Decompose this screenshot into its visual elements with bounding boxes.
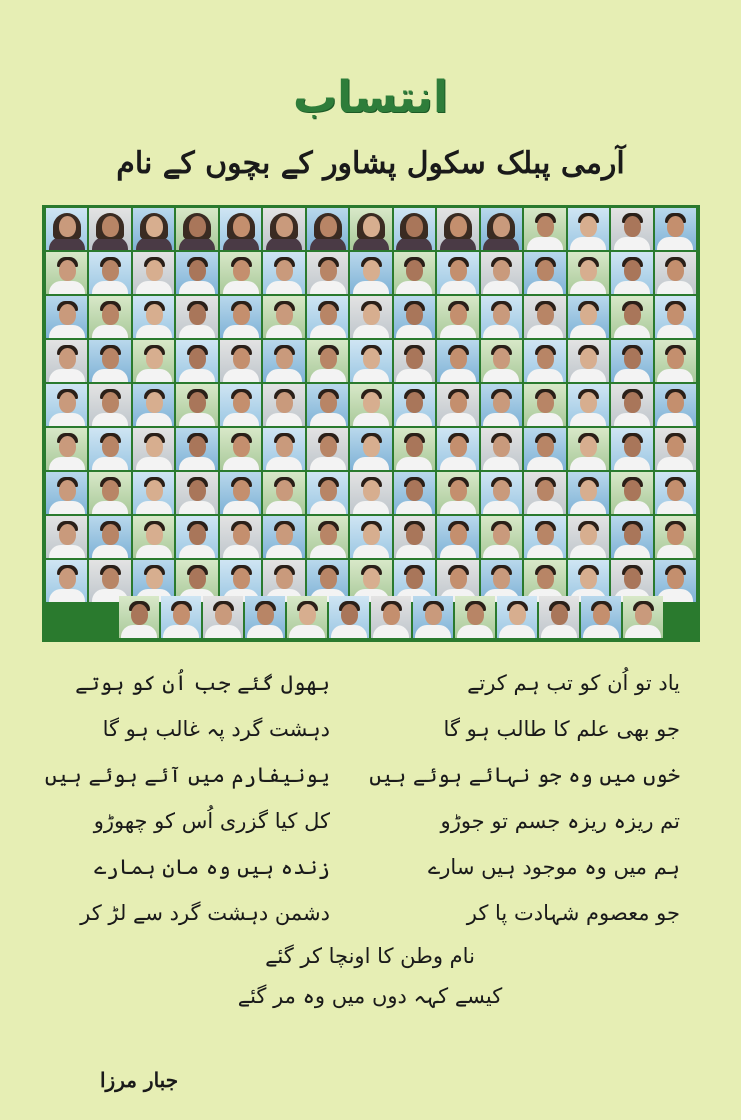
- poem-couplet: [60, 706, 680, 752]
- poem-couplet: [60, 660, 680, 706]
- portrait-photo: [263, 208, 304, 250]
- portrait-photo: [89, 472, 130, 514]
- poem-line: کل کیا گزری اُس کو چھوڑو: [93, 809, 330, 833]
- poem-line: بھول گئے جب اُن کو ہوتے: [75, 671, 330, 695]
- portrait-photo: [161, 596, 201, 638]
- portrait-photo: [481, 252, 522, 294]
- portrait-photo: [481, 384, 522, 426]
- portrait-photo: [245, 596, 285, 638]
- portrait-photo: [481, 340, 522, 382]
- portrait-photo: [437, 472, 478, 514]
- portrait-photo: [350, 384, 391, 426]
- portrait-photo: [350, 252, 391, 294]
- portrait-photo: [611, 428, 652, 470]
- portrait-photo: [568, 296, 609, 338]
- poem-line: جو بھی علم کا طالب ہو گا: [443, 717, 680, 741]
- portrait-photo: [481, 208, 522, 250]
- portrait-last-row: [119, 596, 663, 638]
- portrait-photo: [655, 340, 696, 382]
- portrait-photo: [220, 516, 261, 558]
- portrait-photo: [394, 340, 435, 382]
- poem-line: ہم میں وہ موجود ہیں سارے: [427, 855, 680, 879]
- portrait-photo: [568, 208, 609, 250]
- portrait-photo: [133, 428, 174, 470]
- portrait-photo: [350, 428, 391, 470]
- portrait-photo: [394, 384, 435, 426]
- portrait-photo: [655, 252, 696, 294]
- author-signature: جبار مرزا: [100, 1068, 179, 1092]
- portrait-photo: [220, 384, 261, 426]
- portrait-photo: [133, 252, 174, 294]
- portrait-photo: [568, 516, 609, 558]
- portrait-photo: [329, 596, 369, 638]
- poem-line: تم ریزہ ریزہ جسم تو جوڑو: [440, 809, 680, 833]
- portrait-photo: [176, 516, 217, 558]
- portrait-photo: [263, 252, 304, 294]
- portrait-photo: [481, 472, 522, 514]
- poem-couplet: [44, 752, 680, 798]
- portrait-photo: [46, 252, 87, 294]
- portrait-photo: [46, 384, 87, 426]
- portrait-photo: [413, 596, 453, 638]
- portrait-photo: [524, 252, 565, 294]
- portrait-photo: [89, 252, 130, 294]
- portrait-photo: [437, 428, 478, 470]
- portrait-photo: [133, 208, 174, 250]
- portrait-photo: [437, 384, 478, 426]
- portrait-photo: [437, 208, 478, 250]
- portrait-photo: [176, 252, 217, 294]
- portrait-photo: [220, 340, 261, 382]
- portrait-photo: [481, 516, 522, 558]
- portrait-photo: [437, 516, 478, 558]
- portrait-photo: [119, 596, 159, 638]
- photo-mosaic: [42, 205, 700, 642]
- portrait-photo: [481, 296, 522, 338]
- portrait-photo: [481, 428, 522, 470]
- portrait-photo: [263, 472, 304, 514]
- poem-line: زندہ ہیں وہ مان ہمارے: [94, 855, 330, 879]
- portrait-photo: [524, 428, 565, 470]
- portrait-photo: [611, 472, 652, 514]
- portrait-photo: [524, 340, 565, 382]
- portrait-photo: [611, 208, 652, 250]
- portrait-photo: [394, 296, 435, 338]
- portrait-photo: [89, 340, 130, 382]
- portrait-photo: [220, 296, 261, 338]
- portrait-photo: [611, 384, 652, 426]
- poem-couplet: [60, 844, 680, 890]
- portrait-photo: [176, 428, 217, 470]
- poem-closing-line: نام وطن کا اونچا کر گئے: [265, 944, 475, 968]
- portrait-photo: [394, 428, 435, 470]
- portrait-photo: [568, 384, 609, 426]
- portrait-photo: [133, 472, 174, 514]
- portrait-photo: [220, 252, 261, 294]
- portrait-photo: [89, 296, 130, 338]
- portrait-photo: [307, 296, 348, 338]
- portrait-photo: [46, 428, 87, 470]
- portrait-photo: [263, 384, 304, 426]
- poem-line: دشمن دہشت گرد سے لڑ کر: [80, 901, 330, 925]
- portrait-photo: [220, 472, 261, 514]
- portrait-photo: [524, 384, 565, 426]
- portrait-photo: [611, 340, 652, 382]
- portrait-photo: [89, 384, 130, 426]
- portrait-photo: [524, 516, 565, 558]
- portrait-photo: [568, 252, 609, 294]
- portrait-photo: [437, 340, 478, 382]
- portrait-photo: [581, 596, 621, 638]
- poem-couplet: [60, 890, 680, 936]
- portrait-photo: [568, 428, 609, 470]
- portrait-photo: [263, 296, 304, 338]
- page-title: انتساب: [292, 72, 449, 123]
- portrait-photo: [371, 596, 411, 638]
- portrait-photo: [176, 340, 217, 382]
- portrait-photo: [394, 472, 435, 514]
- portrait-photo: [623, 596, 663, 638]
- portrait-photo: [46, 296, 87, 338]
- portrait-photo: [263, 516, 304, 558]
- portrait-photo: [611, 296, 652, 338]
- portrait-photo: [655, 472, 696, 514]
- portrait-photo: [133, 340, 174, 382]
- portrait-photo: [350, 340, 391, 382]
- portrait-photo: [263, 340, 304, 382]
- portrait-photo: [176, 384, 217, 426]
- portrait-photo: [176, 296, 217, 338]
- portrait-photo: [307, 208, 348, 250]
- portrait-photo: [307, 428, 348, 470]
- portrait-photo: [524, 296, 565, 338]
- portrait-photo: [46, 340, 87, 382]
- portrait-photo: [46, 560, 87, 602]
- portrait-photo: [263, 428, 304, 470]
- poem-couplet: [60, 798, 680, 844]
- portrait-photo: [437, 252, 478, 294]
- poem-line: خوں میں وہ جو نہائے ہوئے ہیں: [369, 763, 680, 787]
- portrait-photo: [307, 472, 348, 514]
- portrait-photo: [46, 516, 87, 558]
- portrait-photo: [394, 516, 435, 558]
- portrait-photo: [133, 296, 174, 338]
- portrait-photo: [655, 384, 696, 426]
- poem-line: یاد تو اُن کو تب ہم کرتے: [467, 671, 680, 695]
- portrait-photo: [394, 252, 435, 294]
- portrait-photo: [220, 428, 261, 470]
- portrait-grid: [46, 208, 696, 602]
- page-subtitle: آرمی پبلک سکول پشاور کے بچوں کے نام: [116, 146, 625, 181]
- portrait-photo: [655, 428, 696, 470]
- portrait-photo: [176, 472, 217, 514]
- portrait-photo: [350, 516, 391, 558]
- poem-line: جو معصوم شہادت پا کر: [466, 901, 680, 925]
- portrait-photo: [437, 296, 478, 338]
- portrait-photo: [307, 252, 348, 294]
- poem-closing-line: کیسے کہہ دوں میں وہ مر گئے: [237, 984, 503, 1008]
- portrait-photo: [611, 252, 652, 294]
- portrait-photo: [46, 208, 87, 250]
- portrait-photo: [133, 516, 174, 558]
- poem: [44, 660, 680, 1016]
- portrait-photo: [568, 340, 609, 382]
- portrait-photo: [568, 472, 609, 514]
- poem-line: یونیفارم میں آئے ہوئے ہیں: [44, 763, 330, 787]
- portrait-photo: [455, 596, 495, 638]
- portrait-photo: [220, 208, 261, 250]
- portrait-photo: [307, 340, 348, 382]
- portrait-photo: [350, 208, 391, 250]
- portrait-photo: [497, 596, 537, 638]
- portrait-photo: [539, 596, 579, 638]
- portrait-photo: [350, 296, 391, 338]
- portrait-photo: [89, 428, 130, 470]
- portrait-photo: [176, 208, 217, 250]
- portrait-photo: [611, 516, 652, 558]
- portrait-photo: [287, 596, 327, 638]
- portrait-photo: [394, 208, 435, 250]
- portrait-photo: [524, 208, 565, 250]
- portrait-photo: [307, 384, 348, 426]
- poem-line: دہشت گرد پہ غالب ہو گا: [102, 717, 330, 741]
- portrait-photo: [307, 516, 348, 558]
- portrait-photo: [655, 516, 696, 558]
- portrait-photo: [655, 208, 696, 250]
- portrait-photo: [203, 596, 243, 638]
- portrait-photo: [89, 516, 130, 558]
- portrait-photo: [350, 472, 391, 514]
- portrait-photo: [655, 296, 696, 338]
- portrait-photo: [524, 472, 565, 514]
- portrait-photo: [89, 208, 130, 250]
- portrait-photo: [133, 384, 174, 426]
- portrait-photo: [46, 472, 87, 514]
